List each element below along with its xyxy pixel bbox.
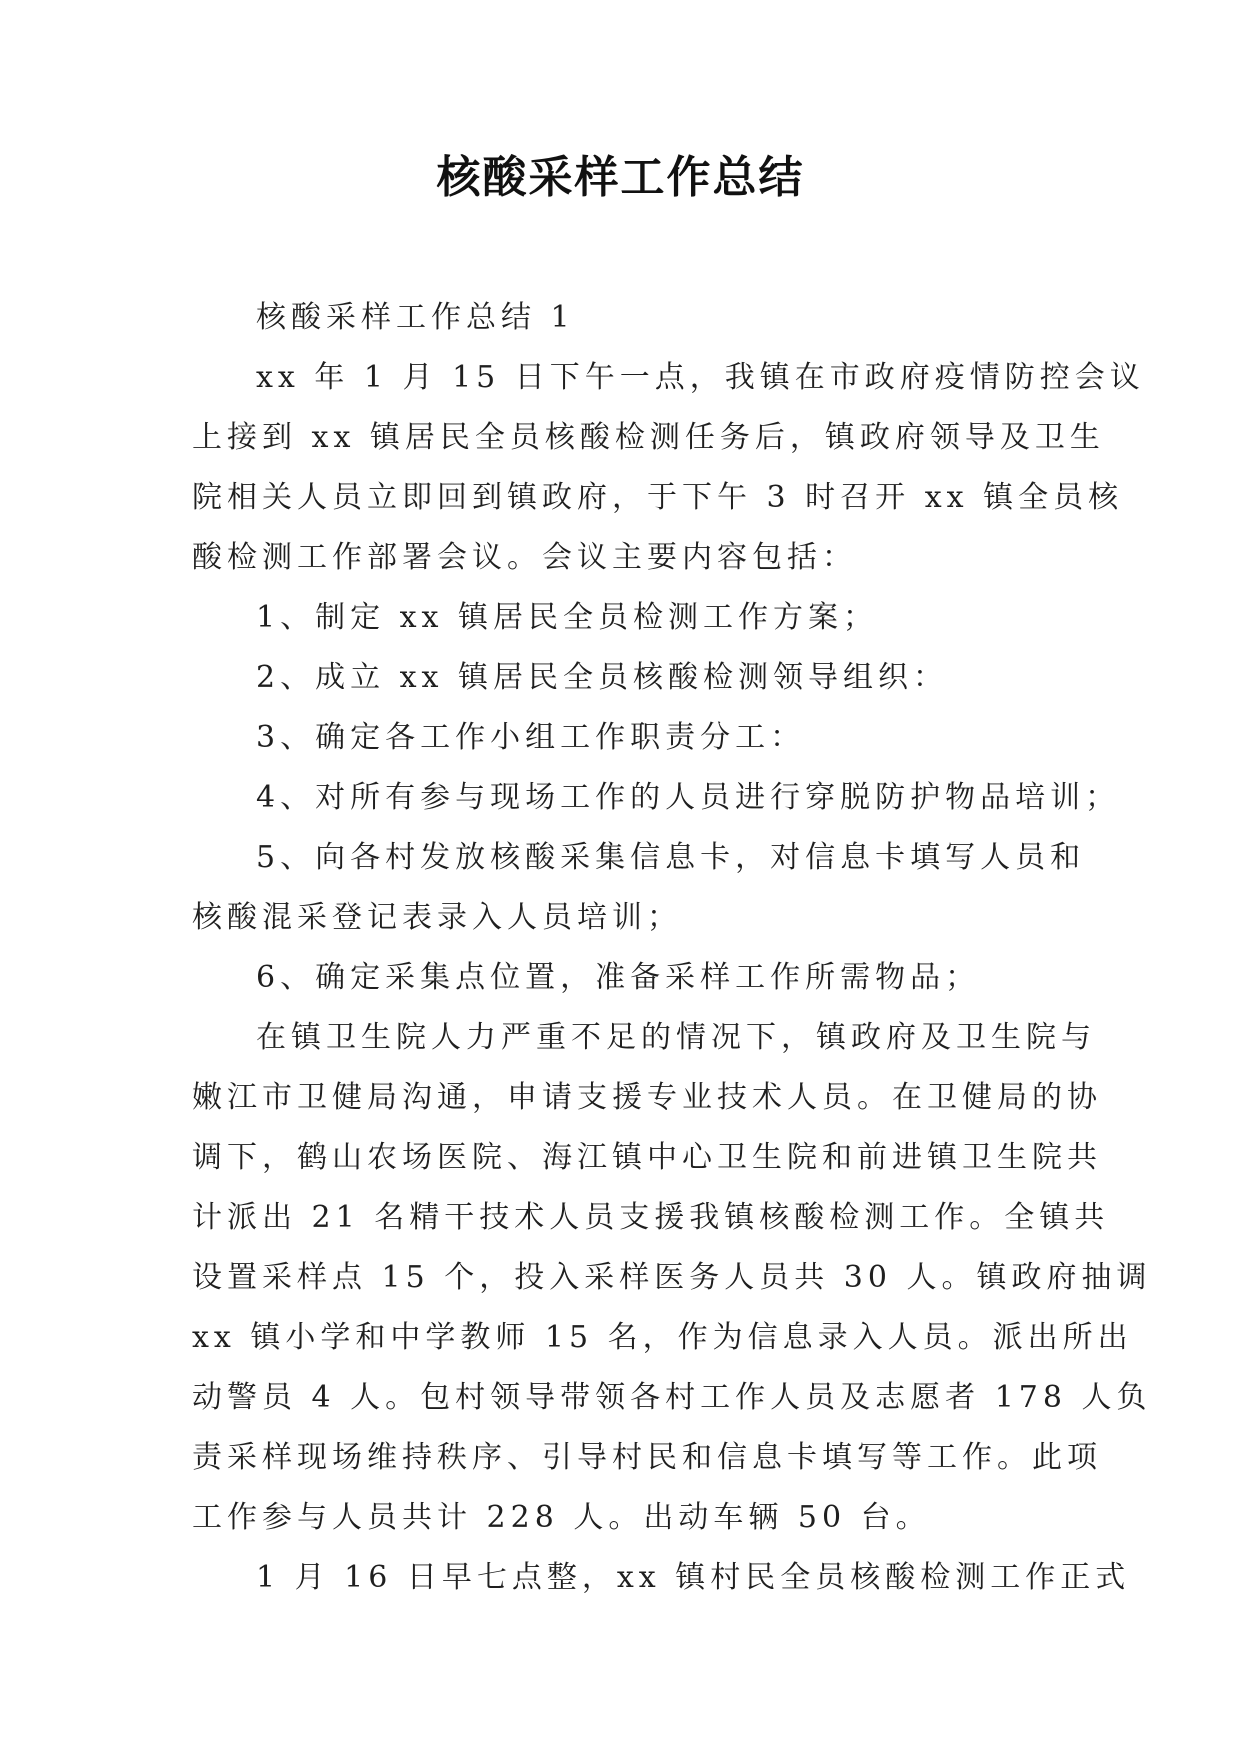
- body-line: 工作参与人员共计 228 人。出动车辆 50 台。: [192, 1500, 931, 1535]
- body-line: 设置采样点 15 个，投入采样医务人员共 30 人。镇政府抽调: [192, 1260, 1152, 1295]
- body-line: 2、成立 xx 镇居民全员核酸检测领导组织：: [256, 660, 948, 695]
- body-line: 院相关人员立即回到镇政府，于下午 3 时召开 xx 镇全员核: [192, 480, 1124, 515]
- body-line: 4、对所有参与现场工作的人员进行穿脱防护物品培训；: [256, 780, 1121, 815]
- document-body: [192, 288, 1152, 1608]
- body-line: 责采样现场维持秩序、引导村民和信息卡填写等工作。此项: [192, 1440, 1102, 1475]
- body-line: 核酸混采登记表录入人员培训；: [192, 900, 682, 935]
- body-line: 上接到 xx 镇居民全员核酸检测任务后，镇政府领导及卫生: [192, 420, 1105, 455]
- body-line: xx 镇小学和中学教师 15 名，作为信息录入人员。派出所出: [192, 1320, 1133, 1355]
- body-line: 嫩江市卫健局沟通，申请支援专业技术人员。在卫健局的协: [192, 1080, 1102, 1115]
- body-line: 1 月 16 日早七点整，xx 镇村民全员核酸检测工作正式: [256, 1560, 1131, 1595]
- body-line: 动警员 4 人。包村领导带领各村工作人员及志愿者 178 人负: [192, 1380, 1152, 1415]
- body-line: 计派出 21 名精干技术人员支援我镇核酸检测工作。全镇共: [192, 1200, 1110, 1235]
- document-title: 核酸采样工作总结: [436, 152, 805, 203]
- body-line: 5、向各村发放核酸采集信息卡，对信息卡填写人员和: [256, 840, 1086, 875]
- body-line: xx 年 1 月 15 日下午一点，我镇在市政府疫情防控会议: [256, 360, 1145, 395]
- body-line: 核酸采样工作总结 1: [256, 300, 575, 335]
- body-line: 6、确定采集点位置，准备采样工作所需物品；: [256, 960, 981, 995]
- body-line: 3、确定各工作小组工作职责分工：: [256, 720, 806, 755]
- body-line: 酸检测工作部署会议。会议主要内容包括：: [192, 540, 857, 575]
- body-line: 调下，鹤山农场医院、海江镇中心卫生院和前进镇卫生院共: [192, 1140, 1102, 1175]
- body-line: 在镇卫生院人力严重不足的情况下，镇政府及卫生院与: [256, 1020, 1096, 1055]
- body-line: 1、制定 xx 镇居民全员检测工作方案；: [256, 600, 878, 635]
